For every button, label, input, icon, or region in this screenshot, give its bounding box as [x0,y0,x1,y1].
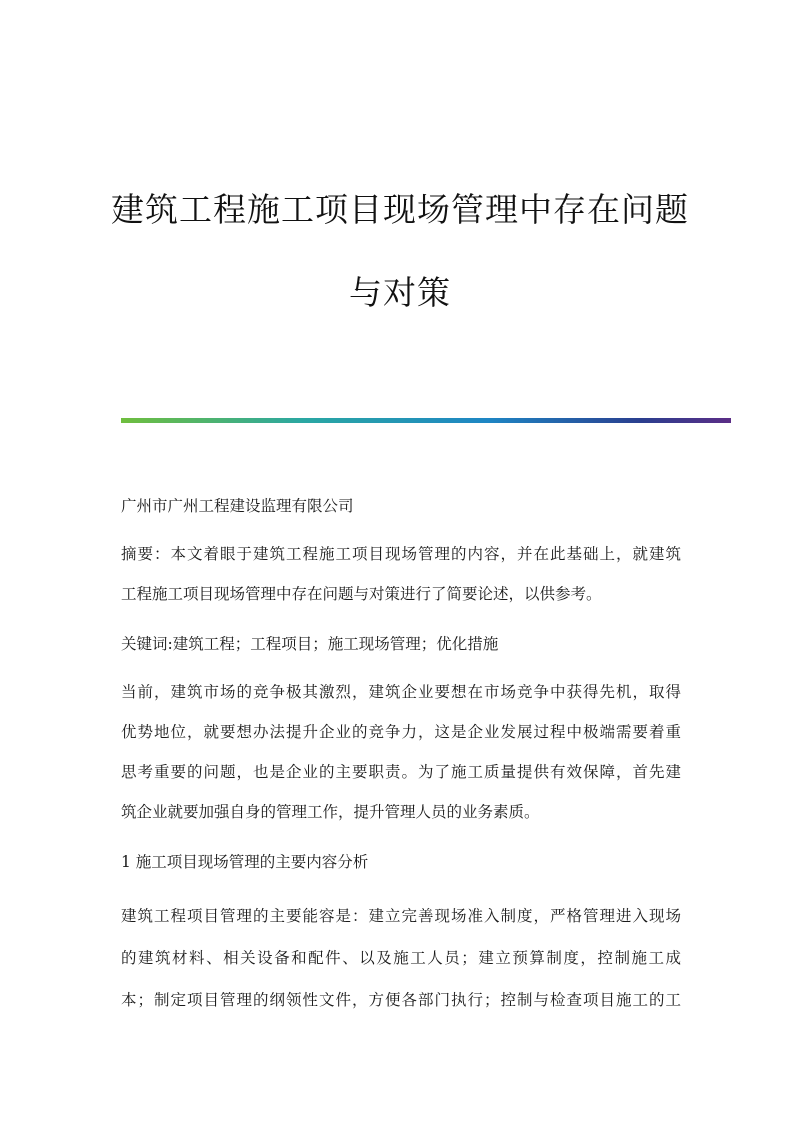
author-organization [121,490,681,522]
keywords-text: 关键词:建筑工程；工程项目；施工现场管理；优化措施 [121,635,499,653]
section-1-line: 的建筑材料、相关设备和配件、以及施工人员；建立预算制度，控制施工成 [121,949,681,967]
section-1-line: 建筑工程项目管理的主要能容是：建立完善现场准入制度，严格管理进入现场 [121,907,681,925]
keywords-paragraph [121,628,681,660]
abstract-line: 摘要：本文着眼于建筑工程施工项目现场管理的内容，并在此基础上，就建筑 [121,545,681,563]
intro-line: 当前，建筑市场的竞争极其激烈，建筑企业要想在市场竞争中获得先机，取得 [121,683,681,701]
abstract-paragraph [121,538,681,610]
section-1-body [121,900,681,1016]
section-1-line: 本；制定项目管理的纲领性文件，方便各部门执行；控制与检查项目施工的工 [121,991,681,1009]
intro-paragraph [121,676,681,828]
section-heading-text: 1 施工项目现场管理的主要内容分析 [121,853,369,871]
document-title-line-2: 与对策 [349,273,451,312]
author-org-text: 广州市广州工程建设监理有限公司 [121,497,354,515]
intro-line: 思考重要的问题，也是企业的主要职责。为了施工质量提供有效保障，首先建 [121,763,681,781]
abstract-line: 工程施工项目现场管理中存在问题与对策进行了简要论述，以供参考。 [121,585,602,603]
intro-line: 优势地位，就要想办法提升企业的竞争力，这是企业发展过程中极端需要着重 [121,723,681,741]
section-1-heading [121,846,681,878]
title-divider [121,418,731,423]
document-title-line-1: 建筑工程施工项目现场管理中存在问题 [111,190,689,229]
intro-line: 筑企业就要加强自身的管理工作，提升管理人员的业务素质。 [121,803,540,821]
